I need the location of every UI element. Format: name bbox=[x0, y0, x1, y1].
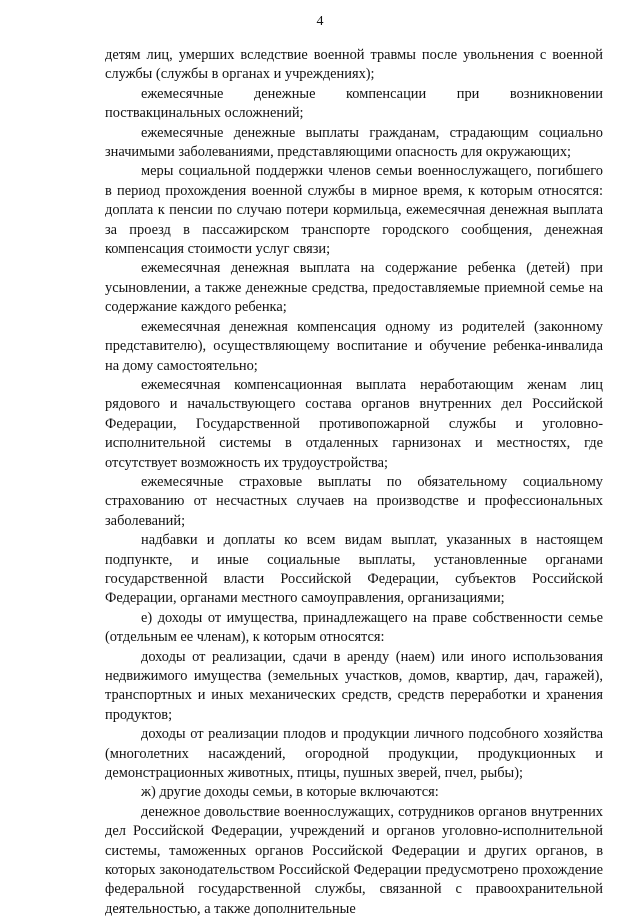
paragraph: ежемесячные страховые выплаты по обязательному социальному страхованию от несчастных случаев на производстве и профессиональных заболеваний; bbox=[105, 473, 603, 529]
paragraph: ежемесячные денежные компенсации при возникновении поствакцинальных осложнений; bbox=[105, 85, 603, 122]
paragraph: доходы от реализации, сдачи в аренду (наем) или иного использования недвижимого имущества (земельных участков, домов, квартир, дач, гаражей), транспортных и иных механических средств, средств переработки и хранения продуктов; bbox=[105, 648, 603, 723]
paragraph: ежемесячная компенсационная выплата неработающим женам лиц рядового и начальствующего состава органов внутренних дел Российской Федерации, Государственной противопожарной службы и уголовно-исполнительной системы в отдаленных гарнизонах и местностях, где отсутствует возможность их трудоустройства; bbox=[105, 376, 603, 471]
paragraph-subsection-e: е) доходы от имущества, принадлежащего на праве собственности семье (отдельным ее членам), к которым относятся: bbox=[105, 609, 603, 646]
paragraph: ежемесячная денежная выплата на содержание ребенка (детей) при усыновлении, а также денежные средства, предоставляемые приемной семье на содержание каждого ребенка; bbox=[105, 260, 603, 316]
page-number: 4 bbox=[316, 14, 324, 29]
body-text bbox=[105, 46, 603, 919]
paragraph: ежемесячные денежные выплаты гражданам, страдающим социально значимыми заболеваниями, представляющими опасность для окружающих; bbox=[105, 124, 603, 161]
paragraph-subsection-zh: ж) другие доходы семьи, в которые включаются: bbox=[141, 784, 439, 801]
paragraph: ежемесячная денежная компенсация одному из родителей (законному представителю), осуществляющему воспитание и обучение ребенка-инвалида на дому самостоятельно; bbox=[105, 318, 603, 374]
paragraph: надбавки и доплаты ко всем видам выплат, указанных в настоящем подпункте, и иные социальные выплаты, установленные органами государственной власти Российской Федерации, субъектов Российской Федерации, органами местного самоуправления, организациями; bbox=[105, 532, 603, 607]
paragraph: денежное довольствие военнослужащих, сотрудников органов внутренних дел Российской Федерации, учреждений и органов уголовно-исполнительной системы, таможенных органов Российской Федерации и других органов, в которых законодательством Российской Федерации предусмотрено прохождение федеральной государственной службы, связанной с правоохранительной деятельностью, а также дополнительные bbox=[105, 803, 603, 917]
paragraph: доходы от реализации плодов и продукции личного подсобного хозяйства (многолетних насаждений, огородной продукции, продукционных и демонстрационных животных, птицы, пушных зверей, пчел, рыбы); bbox=[105, 726, 603, 782]
paragraph: меры социальной поддержки членов семьи военнослужащего, погибшего в период прохождения военной службы в мирное время, к которым относятся: доплата к пенсии по случаю потери кормильца, ежемесячная денежная выплата за проезд в пассажирском транспорте городского сообщения, денежная компенсация стоимости услуг связи; bbox=[105, 163, 603, 258]
paragraph-continuation: детям лиц, умерших вследствие военной травмы после увольнения с военной службы (службы в органах и учреждениях); bbox=[105, 47, 603, 83]
